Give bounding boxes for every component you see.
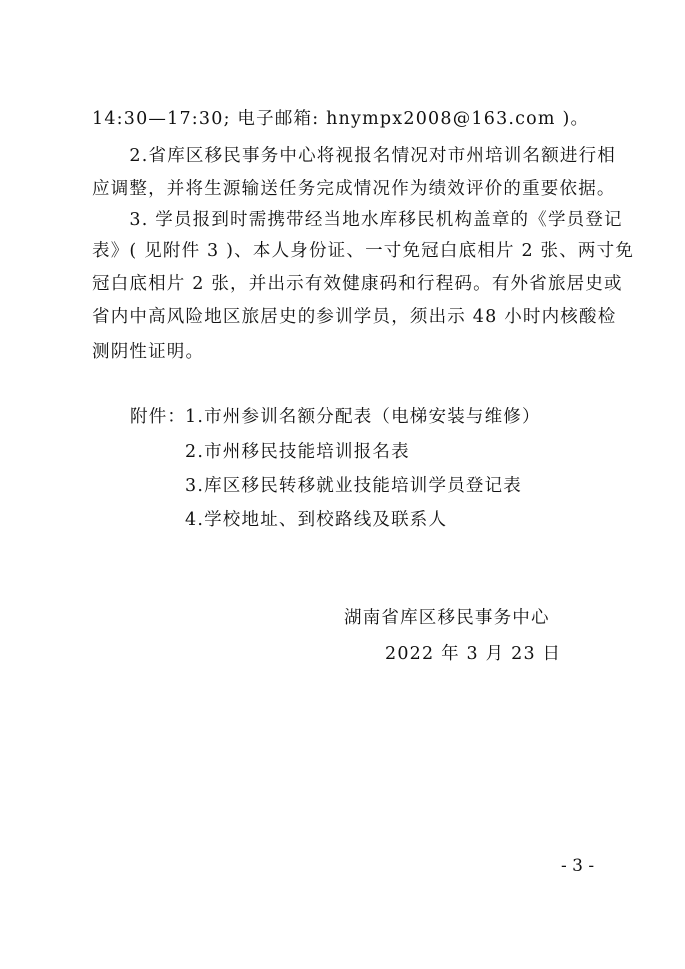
page-number: - 3 - [561,856,595,876]
body-line: 3. 学员报到时需携带经当地水库移民机构盖章的《学员登记 [92,210,623,230]
body-line: 应调整，并将生源输送任务完成情况作为绩效评价的重要依据。 [92,179,616,199]
body-line: 省内中高风险地区旅居史的参训学员，须出示 48 小时内核酸检 [92,307,617,327]
signature-date: 2022 年 3 月 23 日 [385,644,562,664]
attachment-item: 3.库区移民转移就业技能培训学员登记表 [185,476,522,496]
body-line: 测阴性证明。 [92,342,205,362]
attachments-label: 附件： [130,407,187,427]
attachment-item: 4.学校地址、到校路线及联系人 [185,510,448,530]
signature-org: 湖南省库区移民事务中心 [344,608,550,628]
body-line: 2.省库区移民事务中心将视报名情况对市州培训名额进行相 [92,146,616,166]
body-line: 表》( 见附件 3 )、本人身份证、一寸免冠白底相片 2 张、两寸免 [92,241,635,261]
body-line: 14:30—17:30; 电子邮箱: hnympx2008@163.com )。 [92,109,590,129]
body-line: 冠白底相片 2 张，并出示有效健康码和行程码。有外省旅居史或 [92,274,623,294]
attachment-item: 1.市州参训名额分配表（电梯安装与维修） [185,407,541,427]
attachment-item: 2.市州移民技能培训报名表 [185,442,410,462]
